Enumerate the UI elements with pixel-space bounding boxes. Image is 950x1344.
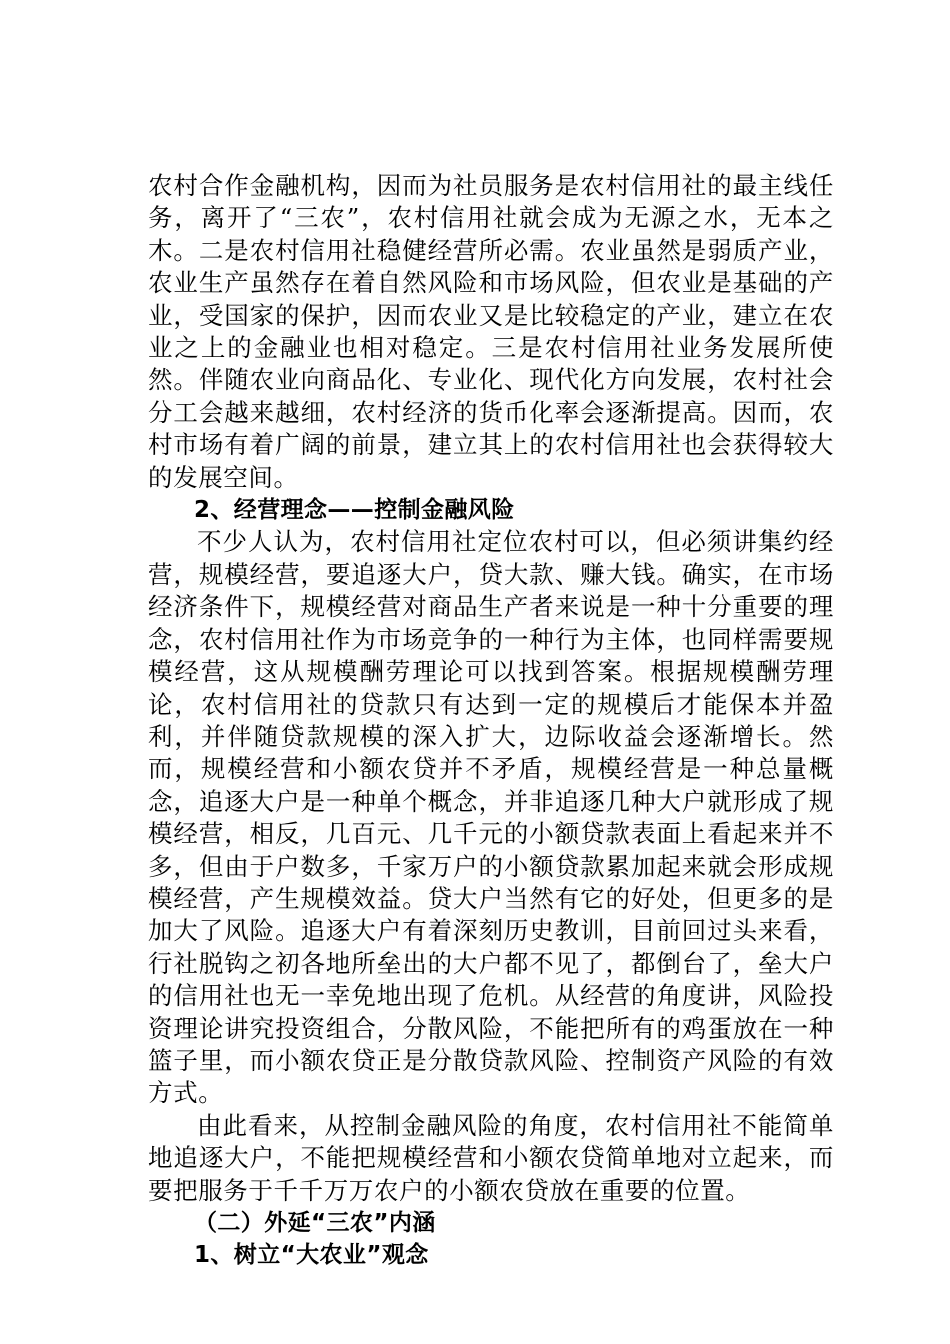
section-heading-extend-sannong: （二）外延“三农”内涵 bbox=[194, 1210, 436, 1236]
section-heading-big-agriculture: 1、树立“大农业”观念 bbox=[194, 1242, 429, 1269]
document-page bbox=[148, 170, 834, 1272]
section-heading-operating-concept: 2、经营理念——控制金融风险 bbox=[194, 497, 515, 524]
body-paragraph-2: 不少人认为，农村信用社定位农村可以，但必须讲集约经营，规模经营，要追逐大户，贷大款、赚大钱。确实，在市场经济条件下，规模经营对商品生产者来说是一种十分重要的理念，农村信用社作为市场竞争的一种行为主体，也同样需要规模经营，这从规模酬劳理论可以找到答案。根据规模酬劳理论，农村信用社的贷款只有达到一定的规模后才能保本并盈利，并伴随贷款规模的深入扩大，边际收益会逐渐增长。然而，规模经营和小额农贷并不矛盾，规模经营是一种总量概念，追逐大户是一种单个概念，并非追逐几种大户就形成了规模经营，相反，几百元、几千元的小额贷款表面上看起来并不多，但由于户数多，千家万户的小额贷款累加起来就会形成规模经营，产生规模效益。贷大户当然有它的好处，但更多的是加大了风险。追逐大户有着深刻历史教训，目前回过头来看，行社脱钩之初各地所垒出的大户都不见了，都倒台了，垒大户的信用社也无一幸免地出现了危机。从经营的角度讲，风险投资理论讲究投资组合，分散风险，不能把所有的鸡蛋放在一种篮子里，而小额农贷正是分散贷款风险、控制资产风险的有效方式。 bbox=[148, 527, 834, 1108]
body-paragraph-1: 农村合作金融机构，因而为社员服务是农村信用社的最主线任务，离开了“三农”，农村信用社就会成为无源之水，无本之木。二是农村信用社稳健经营所必需。农业虽然是弱质产业，农业生产虽然存在着自然风险和市场风险，但农业是基础的产业，受国家的保护，因而农业又是比较稳定的产业，建立在农业之上的金融业也相对稳定。三是农村信用社业务发展所使然。伴随农业向商品化、专业化、现代化方向发展，农村社会分工会越来越细，农村经济的货币化率会逐渐提高。因而，农村市场有着广阔的前景，建立其上的农村信用社也会获得较大的发展空间。 bbox=[148, 171, 834, 492]
body-paragraph-3: 由此看来，从控制金融风险的角度，农村信用社不能简单地追逐大户，不能把规模经营和小额农贷简单地对立起来，而要把服务于千千万万农户的小额农贷放在重要的位置。 bbox=[148, 1110, 834, 1205]
